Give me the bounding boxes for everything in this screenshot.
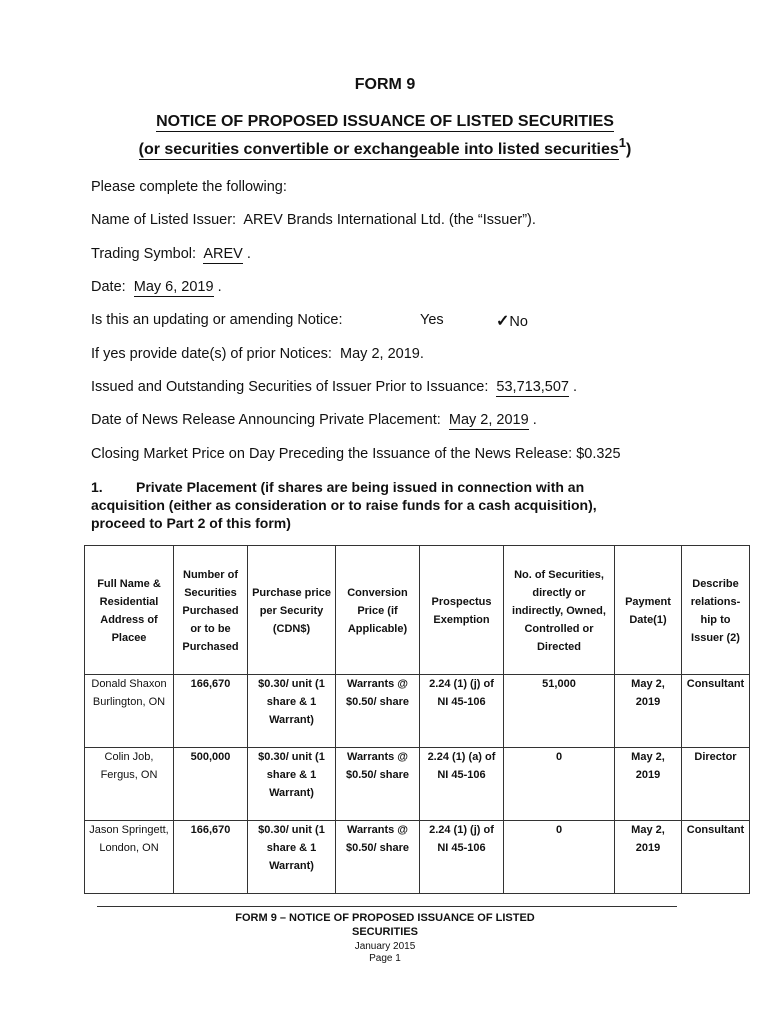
table-cell: $0.30/ unit (1 share & 1 Warrant) <box>248 821 336 894</box>
footer-title <box>0 911 770 939</box>
outstanding-value: 53,713,507 <box>496 379 569 395</box>
news-period: . <box>532 412 537 428</box>
header-cell: Purchase price per Security (CDN$) <box>248 546 336 675</box>
table-cell: May 2, 2019 <box>615 675 682 748</box>
table-cell: Jason Springett, London, ON <box>85 821 174 894</box>
news-value: May 2, 2019 <box>448 412 529 428</box>
closing-line <box>91 446 621 462</box>
header-cell: Conversion Price (if Applicable) <box>336 546 420 675</box>
outstanding-period: . <box>573 379 578 395</box>
table-cell: $0.30/ unit (1 share & 1 Warrant) <box>248 675 336 748</box>
header-cell: Prospectus Exemption <box>420 546 504 675</box>
intro-text: Please complete the following: <box>91 179 287 195</box>
amend-no-option <box>496 311 528 331</box>
date-label: Date: <box>91 279 126 295</box>
table-cell: 166,670 <box>174 675 248 748</box>
issuer-line <box>91 212 536 228</box>
date-period: . <box>217 279 222 295</box>
subtitle-text: (or securities convertible or exchangeable into listed securities <box>138 141 619 158</box>
table-cell: Consultant <box>682 675 750 748</box>
header-cell: No. of Securities, directly or indirectly, Owned, Controlled or Directed <box>504 546 615 675</box>
table-cell: $0.30/ unit (1 share & 1 Warrant) <box>248 748 336 821</box>
news-label: Date of News Release Announcing Private Placement: <box>91 412 441 428</box>
header-cell: Number of Securities Purchased or to be Purchased <box>174 546 248 675</box>
table-cell: 2.24 (1) (j) of NI 45-106 <box>420 821 504 894</box>
closing-value: $0.325 <box>576 446 621 462</box>
notice-title <box>0 113 770 131</box>
part1-heading <box>91 478 651 532</box>
amend-yes: Yes <box>420 312 444 328</box>
footer-divider <box>97 906 677 907</box>
footnote-mark: 1 <box>618 135 627 150</box>
table-cell: May 2, 2019 <box>615 821 682 894</box>
header-cell: Describe relations-hip to Issuer (2) <box>682 546 750 675</box>
prior-line <box>91 346 424 362</box>
form-title: FORM 9 <box>354 76 416 93</box>
table-cell: 0 <box>504 821 615 894</box>
checkmark-icon: ✓ <box>496 313 510 330</box>
issuer-value: AREV Brands International Ltd. (the “Issuer”). <box>243 212 536 228</box>
table-row <box>85 821 750 894</box>
part1-text: Private Placement (if shares are being issued in connection with an acquisition (either as consideration or to raise funds for a cash acquisition), proceed to Part 2 of this form) <box>91 479 597 531</box>
date-value: May 6, 2019 <box>133 279 214 295</box>
header-cell: Full Name & Residential Address of Placee <box>85 546 174 675</box>
news-line <box>91 412 537 428</box>
symbol-label: Trading Symbol: <box>91 246 197 262</box>
notice-subtitle <box>0 135 770 159</box>
placement-table <box>84 545 750 894</box>
table-cell: 166,670 <box>174 821 248 894</box>
footer-title-text: FORM 9 – NOTICE OF PROPOSED ISSUANCE OF LISTED SECURITIES <box>235 912 535 938</box>
symbol-line <box>91 246 251 262</box>
table-cell: 51,000 <box>504 675 615 748</box>
table-cell: 2.24 (1) (j) of NI 45-106 <box>420 675 504 748</box>
date-line <box>91 279 222 295</box>
table-cell: May 2, 2019 <box>615 748 682 821</box>
table-cell: Director <box>682 748 750 821</box>
issuer-label: Name of Listed Issuer: <box>91 212 237 228</box>
table-header-row <box>85 546 750 675</box>
footer-page-number: Page 1 <box>369 953 401 964</box>
table-cell: Warrants @ $0.50/ share <box>336 675 420 748</box>
part1-number: 1. <box>91 479 103 495</box>
table-cell: 500,000 <box>174 748 248 821</box>
table-row <box>85 748 750 821</box>
table-cell: Warrants @ $0.50/ share <box>336 821 420 894</box>
subtitle-close: ) <box>626 141 632 158</box>
amend-no: No <box>509 314 528 330</box>
table-cell: Consultant <box>682 821 750 894</box>
table-cell: Warrants @ $0.50/ share <box>336 748 420 821</box>
table-row <box>85 675 750 748</box>
prior-value: May 2, 2019. <box>340 346 424 362</box>
prior-label: If yes provide date(s) of prior Notices: <box>91 346 332 362</box>
table-cell: 2.24 (1) (a) of NI 45-106 <box>420 748 504 821</box>
symbol-value: AREV <box>203 246 243 262</box>
table-cell: 0 <box>504 748 615 821</box>
symbol-period: . <box>246 246 251 262</box>
closing-label: Closing Market Price on Day Preceding the Issuance of the News Release: <box>91 446 573 462</box>
notice-title-text: NOTICE OF PROPOSED ISSUANCE OF LISTED SECURITIES <box>156 113 614 130</box>
amend-label: Is this an updating or amending Notice: <box>91 312 343 328</box>
footer-date: January 2015 <box>354 941 416 952</box>
outstanding-label: Issued and Outstanding Securities of Issuer Prior to Issuance: <box>91 379 489 395</box>
table-cell: Colin Job, Fergus, ON <box>85 748 174 821</box>
table-cell: Donald Shaxon Burlington, ON <box>85 675 174 748</box>
outstanding-line <box>91 379 577 395</box>
header-cell: Payment Date(1) <box>615 546 682 675</box>
